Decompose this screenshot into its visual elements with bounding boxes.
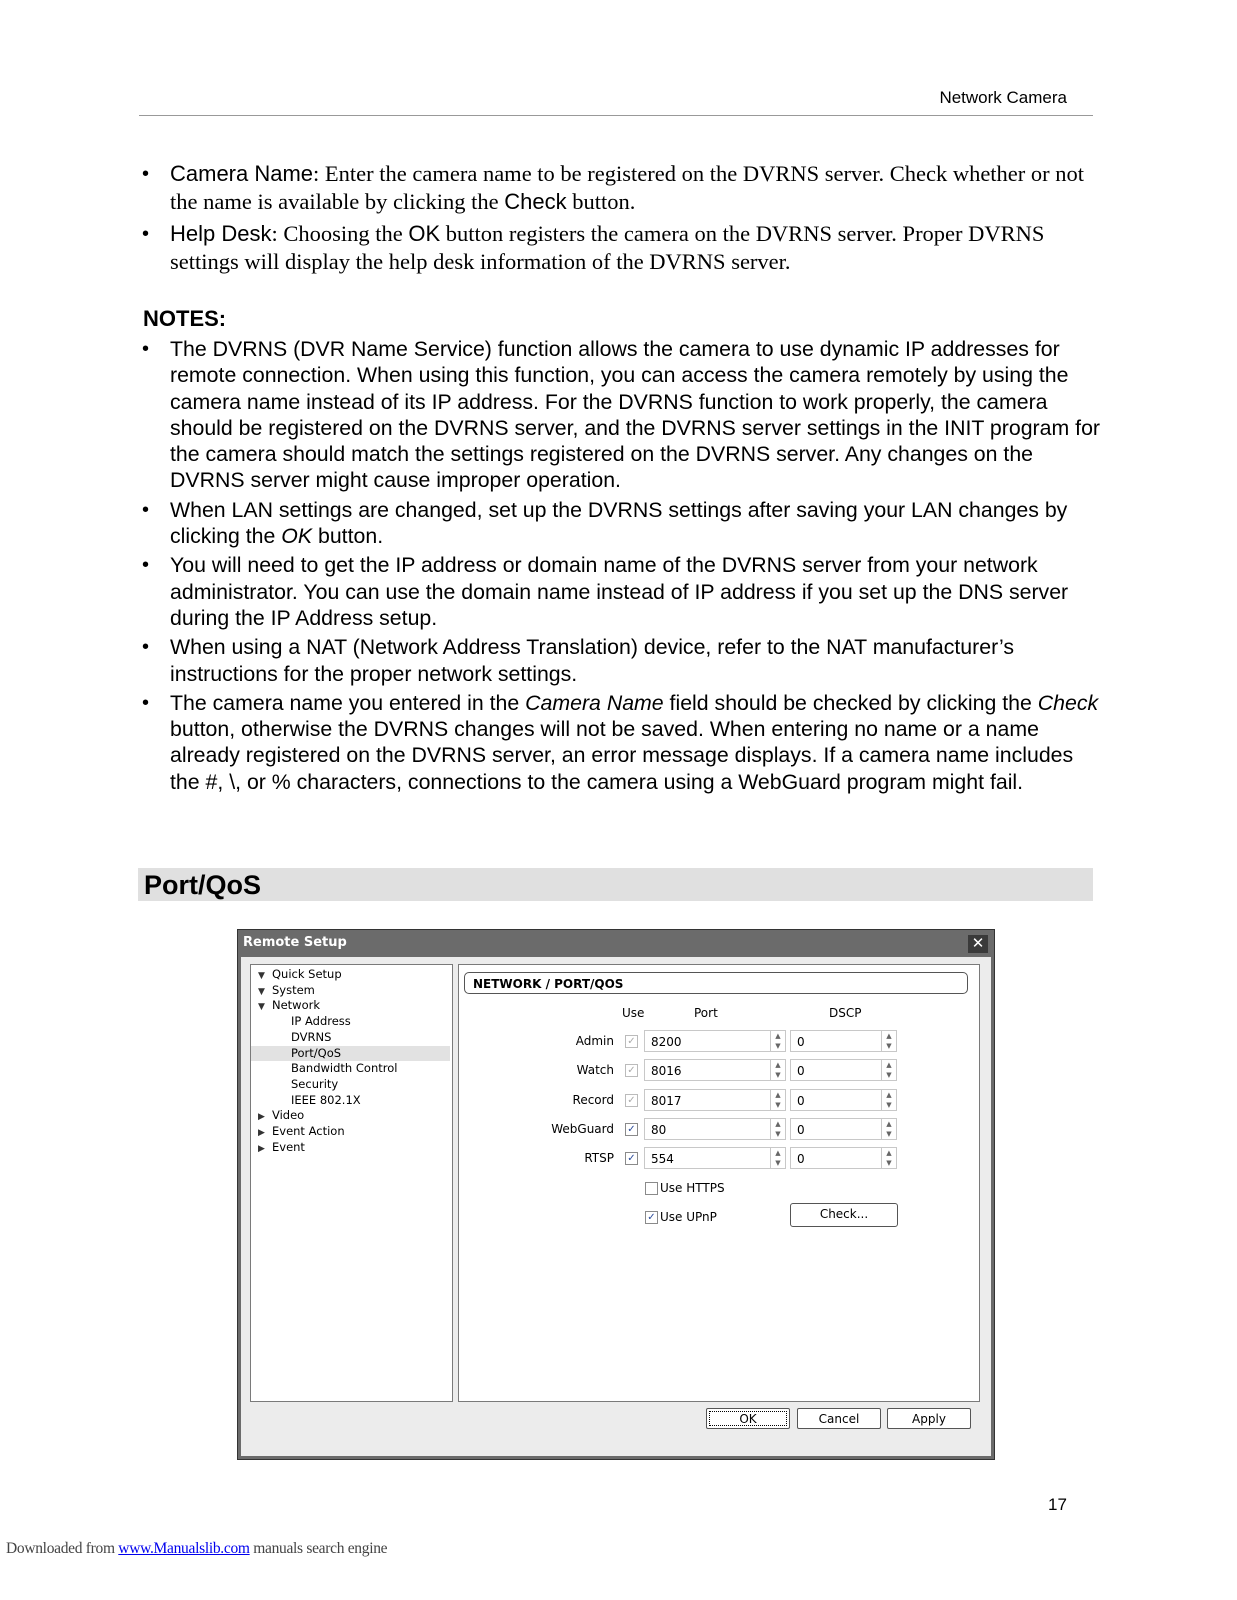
intro-bullet-list (140, 160, 1100, 280)
bullet-text: button registers the camera on the DVRNS server. Proper DVRNS settings will display the help desk information of the DVRNS server. (170, 221, 1045, 274)
spin-up-icon[interactable]: ▲ (775, 1061, 781, 1070)
spin-down-icon[interactable]: ▼ (775, 1159, 781, 1168)
tree-item-network[interactable] (258, 998, 320, 1013)
note-item (140, 634, 1100, 687)
expand-arrow-icon[interactable]: ▼ (258, 986, 265, 997)
row-label-watch: Watch (576, 1063, 614, 1078)
port-value[interactable]: 554 (651, 1152, 674, 1167)
tree-item-port-qos[interactable] (251, 1046, 450, 1061)
spin-up-icon[interactable]: ▲ (886, 1032, 892, 1040)
tree-item-label: Video (272, 1108, 305, 1123)
column-header-port: Port (694, 1006, 718, 1020)
spin-up-icon[interactable]: ▲ (775, 1119, 781, 1128)
use-upnp-label: Use UPnP (660, 1210, 717, 1224)
spin-down-icon[interactable]: ▼ (775, 1100, 781, 1109)
port-stepper-watch[interactable] (644, 1059, 786, 1081)
dscp-value[interactable]: 0 (797, 1122, 805, 1137)
bullet-text: : Choosing the (271, 221, 409, 246)
spin-buttons[interactable] (881, 1148, 896, 1168)
tree-item-label: System (272, 982, 315, 997)
spin-down-icon[interactable]: ▼ (886, 1159, 892, 1168)
dialog-title: Remote Setup (243, 935, 347, 950)
tree-item-system[interactable] (258, 983, 315, 998)
port-stepper-webguard[interactable] (644, 1118, 786, 1140)
dscp-stepper-record[interactable] (790, 1089, 897, 1111)
inline-term-ok: OK (408, 221, 441, 246)
note-item (140, 690, 1100, 795)
note-text: button, otherwise the DVRNS changes will not be saved. When entering no name or a name already registered on the DVRNS server, an error message displays. If a camera name includes the #, \, or % characters, connections to the camera using a WebGuard program might fail. (170, 717, 1074, 794)
port-stepper-rtsp[interactable] (644, 1147, 786, 1169)
inline-term-check: Check (504, 189, 567, 214)
spin-up-icon[interactable]: ▲ (886, 1090, 892, 1099)
note-emphasis: Check (1037, 690, 1099, 715)
section-heading-bar (138, 868, 1093, 901)
port-value[interactable]: 8200 (651, 1035, 682, 1049)
spin-up-icon[interactable]: ▲ (886, 1061, 892, 1070)
dscp-value[interactable]: 0 (797, 1064, 805, 1079)
dscp-value[interactable]: 0 (797, 1035, 805, 1049)
row-label-admin: Admin (575, 1034, 614, 1048)
row-label-rtsp: RTSP (584, 1151, 614, 1166)
note-text: The camera name you entered in the (170, 690, 526, 715)
spin-down-icon[interactable]: ▼ (886, 1071, 892, 1080)
expand-arrow-icon[interactable]: ▼ (258, 971, 265, 981)
tree-item-quick-setup[interactable] (258, 967, 342, 982)
note-item (140, 336, 1100, 494)
panel-title: NETWORK / PORT/QOS (464, 972, 968, 994)
remote-setup-dialog (237, 929, 995, 1460)
tree-item-label: DVRNS (291, 1029, 332, 1044)
spin-up-icon[interactable]: ▲ (775, 1032, 781, 1040)
download-footer (6, 1540, 387, 1558)
footer-suffix: manuals search engine (249, 1540, 388, 1557)
bullet-camera-name (140, 160, 1100, 216)
dscp-value[interactable]: 0 (797, 1152, 805, 1167)
note-text: button. (312, 524, 384, 549)
tree-item-label: Security (291, 1076, 339, 1091)
port-value[interactable]: 8017 (651, 1093, 682, 1108)
tree-item-security[interactable] (291, 1077, 338, 1092)
footer-link[interactable]: www.Manualslib.com (118, 1540, 250, 1557)
use-checkbox-admin: ✓ (625, 1035, 638, 1048)
column-header-use: Use (622, 1006, 645, 1020)
dialog-body (241, 957, 991, 1456)
use-https-label: Use HTTPS (660, 1181, 725, 1195)
collapse-arrow-icon[interactable]: ▶ (258, 1128, 265, 1138)
bullet-help-desk (140, 220, 1100, 276)
footer-prefix: Downloaded from (6, 1540, 119, 1557)
cancel-button[interactable]: Cancel (797, 1408, 881, 1429)
spin-up-icon[interactable]: ▲ (886, 1119, 892, 1128)
use-upnp-checkbox[interactable]: ✓ (645, 1211, 658, 1224)
header-rule (139, 115, 1093, 116)
port-value[interactable]: 8016 (651, 1064, 682, 1079)
collapse-arrow-icon[interactable]: ▶ (258, 1143, 265, 1154)
port-stepper-record[interactable] (644, 1089, 786, 1111)
spin-down-icon[interactable]: ▼ (775, 1042, 781, 1050)
tree-item-label: Network (272, 998, 321, 1013)
tree-item-event[interactable] (258, 1140, 305, 1155)
tree-item-label: Bandwidth Control (291, 1061, 398, 1076)
tree-item-label: Event (272, 1139, 305, 1154)
spin-up-icon[interactable]: ▲ (775, 1149, 781, 1158)
spin-down-icon[interactable]: ▼ (886, 1042, 892, 1050)
spin-down-icon[interactable]: ▼ (886, 1129, 892, 1138)
note-emphasis: Camera Name (525, 690, 664, 715)
port-value[interactable]: 80 (651, 1122, 667, 1137)
note-text: When LAN settings are changed, set up the DVRNS settings after saving your LAN changes by clicking the (170, 497, 1068, 549)
note-item (140, 497, 1100, 550)
term-camera-name: Camera Name (170, 161, 314, 186)
spin-buttons[interactable] (770, 1031, 785, 1051)
use-checkbox-rtsp[interactable]: ✓ (625, 1152, 638, 1165)
collapse-arrow-icon[interactable]: ▶ (258, 1112, 265, 1123)
note-text: You will need to get the IP address or domain name of the DVRNS server from your network administrator. You can use the domain name instead of IP address if you set up the DNS server during the IP Address setup. (170, 553, 1069, 630)
column-header-dscp: DSCP (829, 1006, 862, 1020)
spin-buttons[interactable] (881, 1090, 896, 1110)
dscp-stepper-rtsp[interactable] (790, 1147, 897, 1169)
tree-item-label: Quick Setup (272, 967, 342, 981)
bullet-text: button. (566, 189, 636, 214)
spin-buttons[interactable] (881, 1060, 896, 1080)
tree-item-bandwidth-control[interactable] (291, 1061, 397, 1076)
dscp-stepper-admin[interactable] (790, 1030, 897, 1052)
tree-item-ip-address[interactable] (291, 1014, 351, 1029)
spin-up-icon[interactable]: ▲ (886, 1149, 892, 1158)
spin-buttons[interactable] (881, 1119, 896, 1139)
row-label-webguard: WebGuard (551, 1121, 614, 1136)
tree-item-video[interactable] (258, 1108, 304, 1123)
tree-item-ieee-802-1x[interactable] (291, 1093, 361, 1108)
apply-button[interactable]: Apply (887, 1408, 971, 1429)
term-help-desk: Help Desk (170, 221, 272, 246)
tree-item-dvrns[interactable] (291, 1030, 331, 1045)
spin-down-icon[interactable]: ▼ (775, 1129, 781, 1138)
use-checkbox-watch: ✓ (625, 1064, 638, 1077)
running-header: Network Camera (939, 88, 1067, 107)
tree-item-label: IP Address (291, 1014, 351, 1029)
note-item (140, 552, 1100, 631)
section-title: Port/QoS (144, 870, 262, 900)
spin-buttons[interactable] (770, 1148, 785, 1168)
bullet-text: : Enter the camera name to be registered on the DVRNS server. Check whether or not the name is available by clicking the (170, 161, 1085, 214)
tree-item-label: Event Action (272, 1124, 345, 1138)
tree-item-label: Port/QoS (291, 1045, 342, 1060)
spin-buttons[interactable] (770, 1119, 785, 1139)
use-https-checkbox[interactable] (645, 1182, 658, 1195)
spin-buttons[interactable] (770, 1060, 785, 1080)
dscp-stepper-watch[interactable] (790, 1059, 897, 1081)
settings-panel (458, 964, 980, 1402)
note-text: When using a NAT (Network Address Translation) device, refer to the NAT manufacturer’s instructions for the proper network settings. (170, 635, 1014, 686)
use-checkbox-webguard[interactable]: ✓ (625, 1123, 638, 1136)
note-text: The DVRNS (DVR Name Service) function allows the camera to use dynamic IP addresses for remote connection. When using this function, you can access the camera remotely by using the camera name instead of its IP address. For the DVRNS function to work properly, the camera should be registered on the DVRNS server, and the DVRNS server settings in the INIT program for the camera should match the settings registered on the DVRNS server. Any changes on the DVRNS server might cause improper operation. (170, 337, 1101, 493)
tree-item-label: IEEE 802.1X (291, 1092, 361, 1107)
expand-arrow-icon[interactable]: ▼ (258, 1002, 265, 1013)
dscp-value[interactable]: 0 (797, 1093, 805, 1108)
note-text: field should be checked by clicking the (663, 690, 1038, 715)
upnp-check-button[interactable]: Check... (790, 1203, 898, 1227)
spin-down-icon[interactable]: ▼ (886, 1100, 892, 1109)
notes-heading: NOTES: (143, 306, 227, 331)
ok-button[interactable]: OK (706, 1408, 790, 1429)
use-checkbox-record: ✓ (625, 1094, 638, 1107)
page-number: 17 (1048, 1495, 1067, 1514)
close-icon[interactable]: ✕ (968, 935, 988, 953)
notes-list (140, 336, 1100, 798)
settings-tree (250, 964, 453, 1402)
port-stepper-admin[interactable] (644, 1030, 786, 1052)
tree-item-event-action[interactable] (258, 1124, 345, 1139)
note-emphasis: OK (281, 524, 313, 549)
dscp-stepper-webguard[interactable] (790, 1118, 897, 1140)
spin-buttons[interactable] (770, 1090, 785, 1110)
spin-buttons[interactable] (881, 1031, 896, 1051)
row-label-record: Record (572, 1092, 614, 1107)
spin-up-icon[interactable]: ▲ (775, 1090, 781, 1099)
spin-down-icon[interactable]: ▼ (775, 1071, 781, 1080)
